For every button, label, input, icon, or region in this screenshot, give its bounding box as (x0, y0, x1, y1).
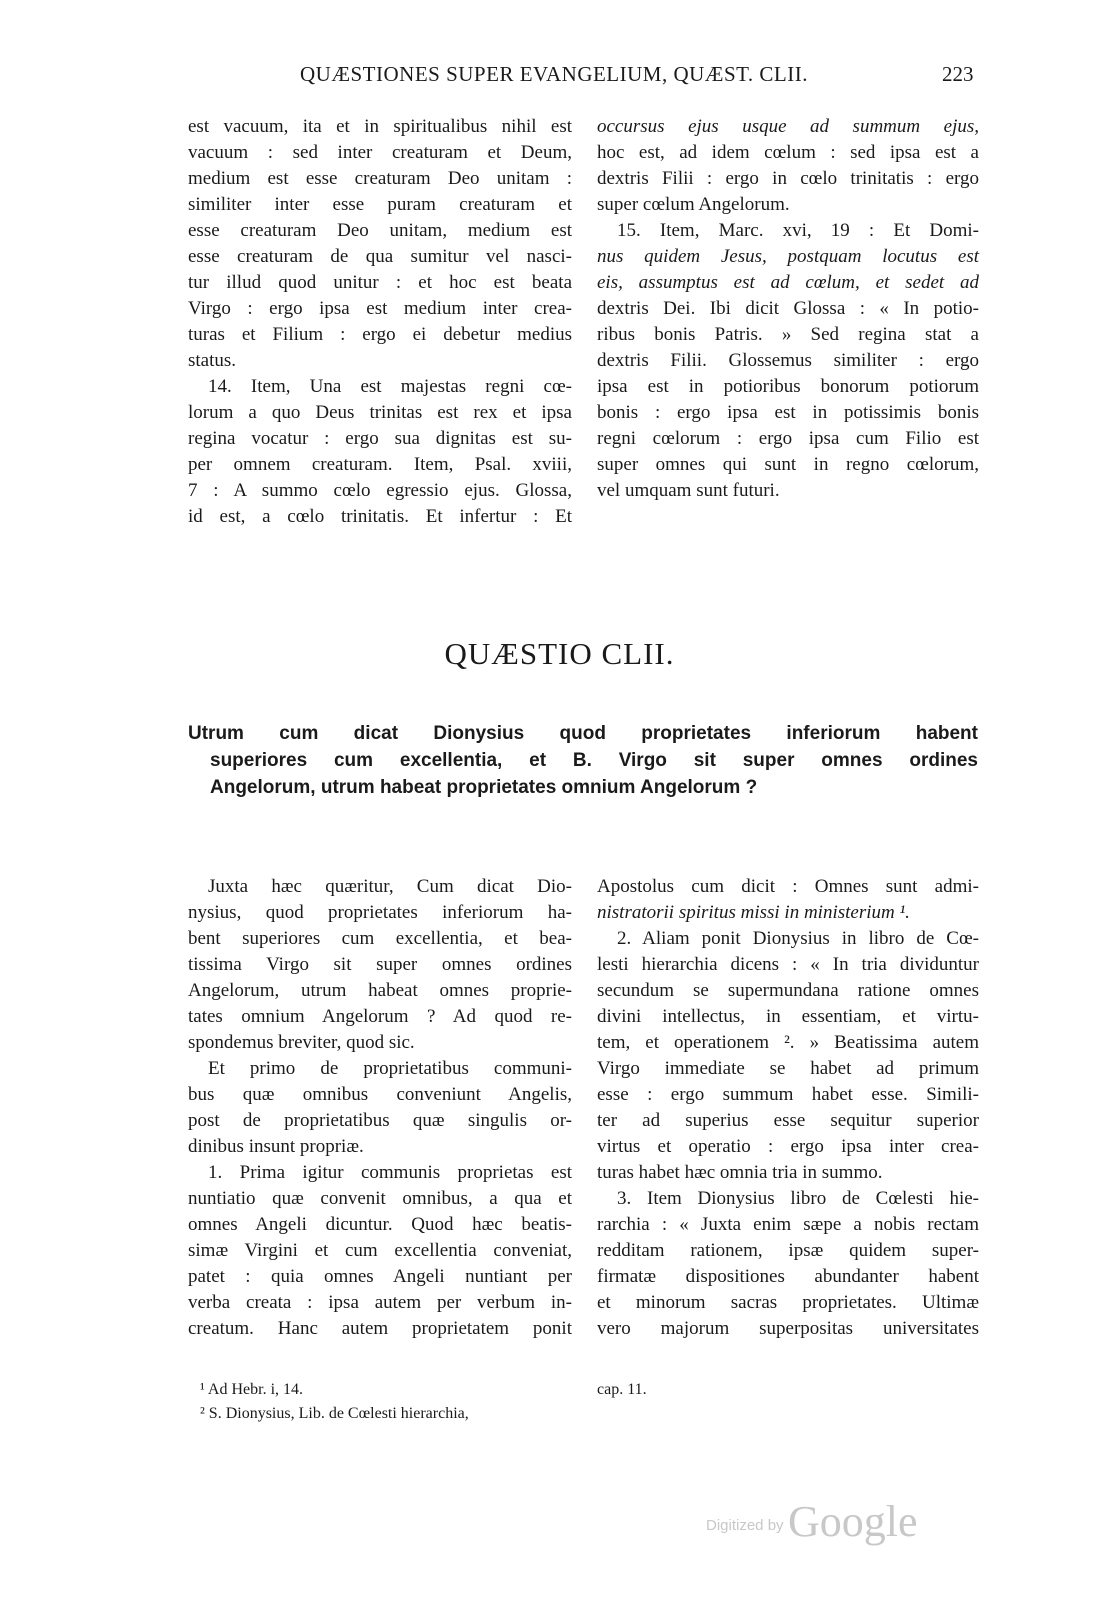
text-line: dextris Filii. Glossemus similiter : ergo (597, 350, 979, 371)
text-line: patet : quia omnes Angeli nuntiant per (188, 1266, 572, 1287)
text-line: vacuum : sed inter creaturam et Deum, (188, 142, 572, 163)
text-line: Virgo immediate se habet ad primum (597, 1058, 979, 1079)
text-line: rarchia : « Juxta enim sæpe a nobis rectam (597, 1214, 979, 1235)
text-line: super cœlum Angelorum. (597, 194, 790, 215)
text-line: et minorum sacras proprietates. Ultimæ (597, 1292, 979, 1313)
text-line: Angelorum, utrum habeat omnes proprie- (188, 980, 572, 1001)
text-line: verba creata : ipsa autem per verbum in- (188, 1292, 572, 1313)
google-logo: Google (788, 1497, 918, 1546)
text-line: nus quidem Jesus, postquam locutus est (597, 246, 979, 267)
text-line: regina vocatur : ergo sua dignitas est su- (188, 428, 572, 449)
text-line: ter ad superius esse sequitur superior (597, 1110, 979, 1131)
text-line: Juxta hæc quæritur, Cum dicat Dio- (208, 876, 572, 897)
text-line: nuntiatio quæ convenit omnibus, a qua et (188, 1188, 572, 1209)
footnote-2: ² S. Dionysius, Lib. de Cœlesti hierarchia, (200, 1405, 469, 1422)
question-subtitle (188, 720, 978, 801)
subtitle-line: Utrum cum dicat Dionysius quod proprietates inferiorum habent (188, 723, 978, 744)
bottom-right-column (597, 874, 979, 1342)
digitized-watermark (706, 1496, 918, 1547)
text-line: est vacuum, ita et in spiritualibus nihil est (188, 116, 572, 137)
text-line: 3. Item Dionysius libro de Cœlesti hie- (617, 1188, 979, 1209)
text-line: virtus et operatio : ergo ipsa inter crea- (597, 1136, 979, 1157)
text-line: tur illud quod unitur : et hoc est beata (188, 272, 572, 293)
text-line: lesti hierarchia dicens : « In tria dividuntur (597, 954, 979, 975)
footnotes (200, 1378, 469, 1426)
text-line: eis, assumptus est ad cœlum, et sedet ad (597, 272, 979, 293)
text-line: firmatæ dispositiones abundanter habent (597, 1266, 979, 1287)
text-line: bonis : ergo ipsa est in potissimis bonis (597, 402, 979, 423)
text-line: divini intellectus, in essentiam, et virtu- (597, 1006, 979, 1027)
text-line: tissima Virgo sit super omnes ordines (188, 954, 572, 975)
top-right-column (597, 114, 979, 504)
text-line: ribus bonis Patris. » Sed regina stat a (597, 324, 979, 345)
text-line: 1. Prima igitur communis proprietas est (208, 1162, 572, 1183)
text-line: Apostolus cum dicit : Omnes sunt admi- (597, 876, 979, 897)
page-number: 223 (942, 62, 974, 86)
text-line: Et primo de proprietatibus communi- (208, 1058, 572, 1079)
text-line: secundum se supermundana ratione omnes (597, 980, 979, 1001)
text-line: omnes Angeli dicuntur. Quod hæc beatis- (188, 1214, 572, 1235)
text-line: medium est esse creaturam Deo unitam : (188, 168, 572, 189)
text-line: 2. Aliam ponit Dionysius in libro de Cœ- (617, 928, 979, 949)
text-line: regni cœlorum : ergo ipsa cum Filio est (597, 428, 979, 449)
top-left-column (188, 114, 572, 530)
text-line: esse : ergo summum habet esse. Simili- (597, 1084, 979, 1105)
text-line: Virgo : ergo ipsa est medium inter crea- (188, 298, 572, 319)
text-line: dextris Dei. Ibi dicit Glossa : « In potio- (597, 298, 979, 319)
footnote-1: ¹ Ad Hebr. i, 14. (200, 1381, 304, 1398)
text-line: tates omnium Angelorum ? Ad quod re- (188, 1006, 572, 1027)
text-line: ipsa est in potioribus bonorum potiorum (597, 376, 979, 397)
text-line: nysius, quod proprietates inferiorum ha- (188, 902, 572, 923)
footnote-2-continued: cap. 11. (597, 1381, 647, 1398)
text-line: creatum. Hanc autem proprietatem ponit (188, 1318, 572, 1339)
text-line: turas habet hæc omnia tria in summo. (597, 1162, 883, 1183)
text-line: esse creaturam Deo unitam, medium est (188, 220, 572, 241)
text-line: hoc est, ad idem cœlum : sed ipsa est a (597, 142, 979, 163)
text-line: dextris Filii : ergo in cœlo trinitatis : ergo (597, 168, 979, 189)
text-line: vero majorum superpositas universitates (597, 1318, 979, 1339)
text-line: bent superiores cum excellentia, et bea- (188, 928, 572, 949)
text-line: vel umquam sunt futuri. (597, 480, 780, 501)
text-line: occursus ejus usque ad summum ejus, (597, 116, 979, 137)
text-line: tem, et operationem ². » Beatissima autem (597, 1032, 979, 1053)
text-line: spondemus breviter, quod sic. (188, 1032, 415, 1053)
bottom-left-column (188, 874, 572, 1342)
text-line: post de proprietatibus quæ singulis or- (188, 1110, 572, 1131)
text-line: simæ Virgini et cum excellentia conveniat, (188, 1240, 572, 1261)
text-line: turas et Filium : ergo ei debetur medius (188, 324, 572, 345)
text-line: redditam rationem, ipsæ quidem super- (597, 1240, 979, 1261)
text-line: id est, a cœlo trinitatis. Et infertur : Et (188, 506, 572, 527)
text-line: 15. Item, Marc. xvi, 19 : Et Domi- (617, 220, 979, 241)
text-line: nistratorii spiritus missi in ministerium ¹. (597, 902, 910, 923)
text-line: similiter inter esse puram creaturam et (188, 194, 572, 215)
question-heading: QUÆSTIO CLII. (444, 636, 675, 671)
text-line: bus quæ omnibus conveniunt Angelis, (188, 1084, 572, 1105)
subtitle-line: superiores cum excellentia, et B. Virgo sit super omnes ordines (210, 750, 978, 771)
text-line: dinibus insunt propriæ. (188, 1136, 364, 1157)
text-line: per omnem creaturam. Item, Psal. xviii, (188, 454, 572, 475)
text-line: 7 : A summo cœlo egressio ejus. Glossa, (188, 480, 572, 501)
text-line: esse creaturam de qua sumitur vel nasci- (188, 246, 572, 267)
subtitle-line: Angelorum, utrum habeat proprietates omnium Angelorum ? (210, 777, 758, 798)
text-line: status. (188, 350, 237, 371)
watermark-prefix: Digitized by (706, 1517, 784, 1534)
text-line: super omnes qui sunt in regno cœlorum, (597, 454, 979, 475)
text-line: lorum a quo Deus trinitas est rex et ipsa (188, 402, 572, 423)
text-line: 14. Item, Una est majestas regni cœ- (208, 376, 572, 397)
running-header-title: QUÆSTIONES SUPER EVANGELIUM, QUÆST. CLII. (300, 62, 808, 86)
